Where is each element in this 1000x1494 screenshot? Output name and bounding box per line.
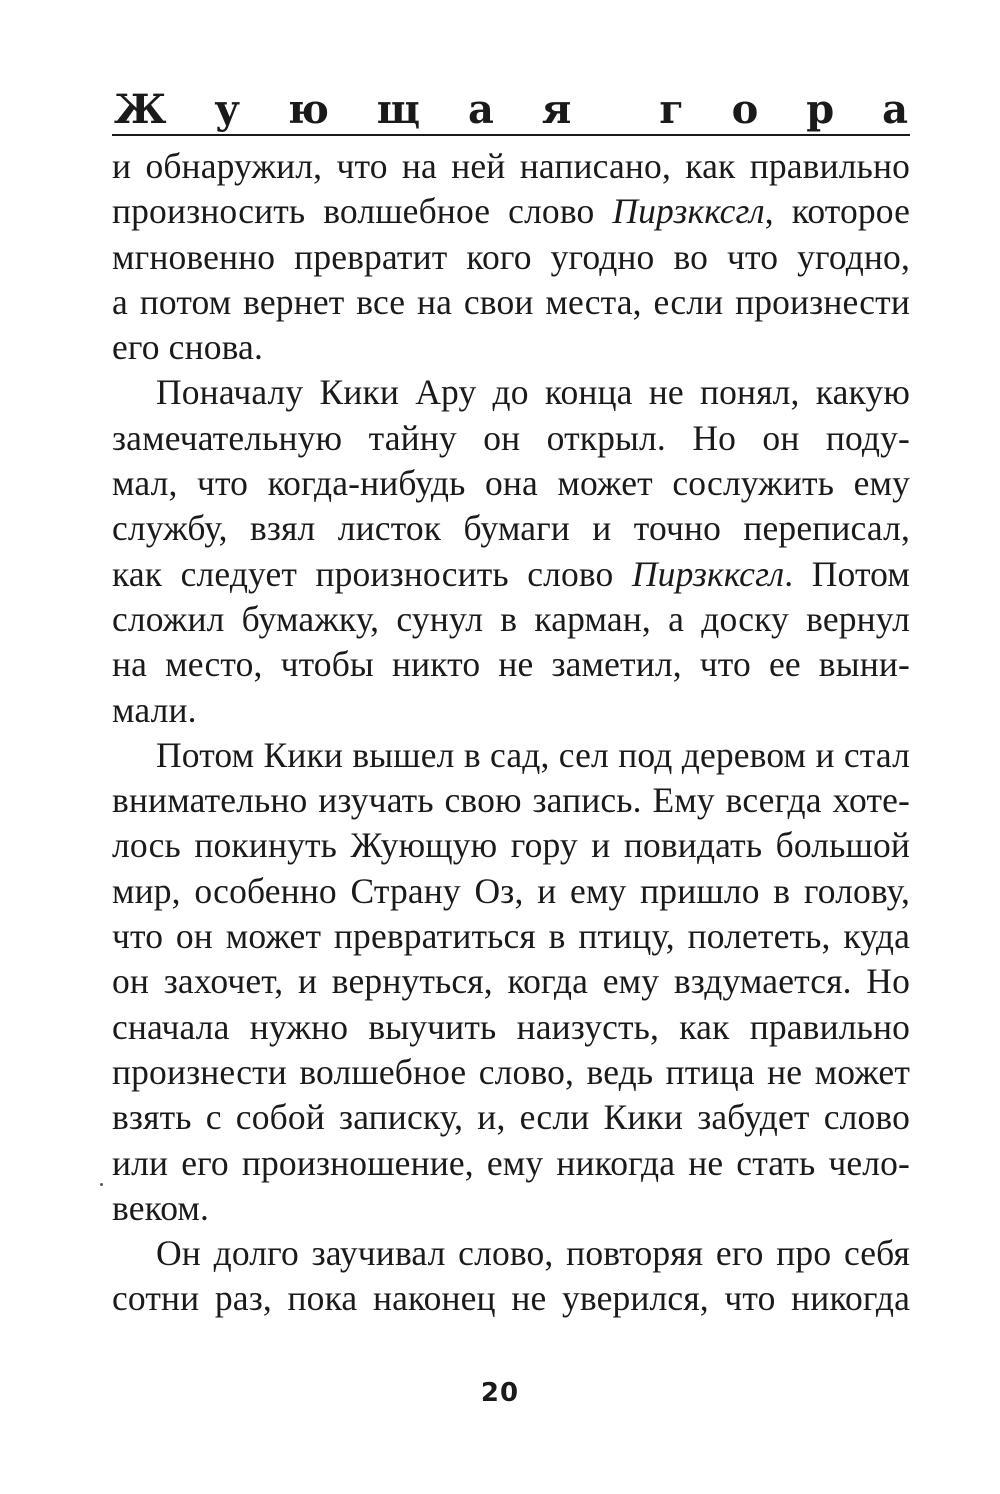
page-number: 20 [480, 1378, 520, 1408]
running-head-letter: Ж [114, 86, 167, 133]
text-line: Потом Кики вышел в сад, сел под деревом и стал [156, 734, 910, 775]
paragraph-1 [112, 144, 910, 370]
paragraph-2 [112, 370, 910, 732]
text-line: внимательно изучать свою запись. Ему всегда хоте- [112, 780, 910, 821]
text-line: произносить волшебное слово Пирзкксгл, которое [112, 191, 910, 232]
text-line: и обнаружил, что на ней написано, как правильно [112, 146, 910, 186]
text-line: лось покинуть Жующую гору и повидать большой [112, 825, 910, 866]
book-page [112, 78, 910, 1322]
text-line: произнести волшебное слово, ведь птица не может [112, 1051, 910, 1092]
magic-word: Пирзкксгл [612, 191, 765, 232]
running-head-letter: а [467, 86, 494, 133]
text-line: мал, что когда-нибудь она может сослужить ему [112, 463, 910, 504]
running-head-letter: а [882, 86, 908, 133]
running-head-letter: ю [287, 86, 329, 133]
text-line: Поначалу Кики Ару до конца не понял, какую [156, 372, 910, 413]
paragraph-3 [112, 733, 910, 1231]
text-line: сначала нужно выучить наизусть, как правильно [112, 1006, 910, 1047]
text-line: мгновенно превратит кого угодно во что угодно, [112, 236, 910, 277]
text-line: мир, особенно Страну Оз, и ему пришло в голову, [112, 870, 910, 911]
body-text [112, 144, 910, 1322]
text-line: а потом вернет все на свои места, если произнести [112, 281, 910, 322]
running-head-letter: я [541, 86, 572, 133]
text-line: Он долго заучивал слово, повторяя его про себя [156, 1233, 910, 1274]
text-line: службу, взял листок бумаги и точно переписал, [112, 508, 910, 549]
margin-speck [100, 1183, 103, 1186]
text-line: сложил бумажку, сунул в карман, а доску вернул [112, 598, 910, 639]
text-line: его снова. [112, 327, 263, 368]
text-line: мали. [112, 689, 197, 730]
running-head-letter: у [214, 86, 240, 133]
text-line: сотни раз, пока наконец не уверился, что никогда [112, 1278, 910, 1319]
paragraph-4 [112, 1231, 910, 1322]
running-head [112, 78, 910, 136]
text-line: или его произношение, ему никогда не стать чело- [112, 1142, 910, 1183]
running-head-letter: г [659, 86, 684, 133]
text-line: что он может превратиться в птицу, полететь, куда [112, 916, 910, 957]
magic-word: Пирзкксгл [631, 553, 785, 594]
text-line: взять с собой записку, и, если Кики забудет слово [112, 1097, 910, 1138]
text-line: он захочет, и вернуться, когда ему вздумается. Но [112, 961, 910, 1002]
text-line: замечательную тайну он открыл. Но он поду- [112, 417, 910, 458]
text-line: веком. [112, 1187, 210, 1228]
running-head-letter: щ [376, 86, 421, 133]
running-head-letter: о [731, 86, 759, 133]
text-line: на место, чтобы никто не заметил, что ее выни- [112, 644, 910, 685]
running-head-letter: р [806, 86, 835, 133]
text-line: как следует произносить слово Пирзкксгл. Потом [112, 553, 910, 594]
